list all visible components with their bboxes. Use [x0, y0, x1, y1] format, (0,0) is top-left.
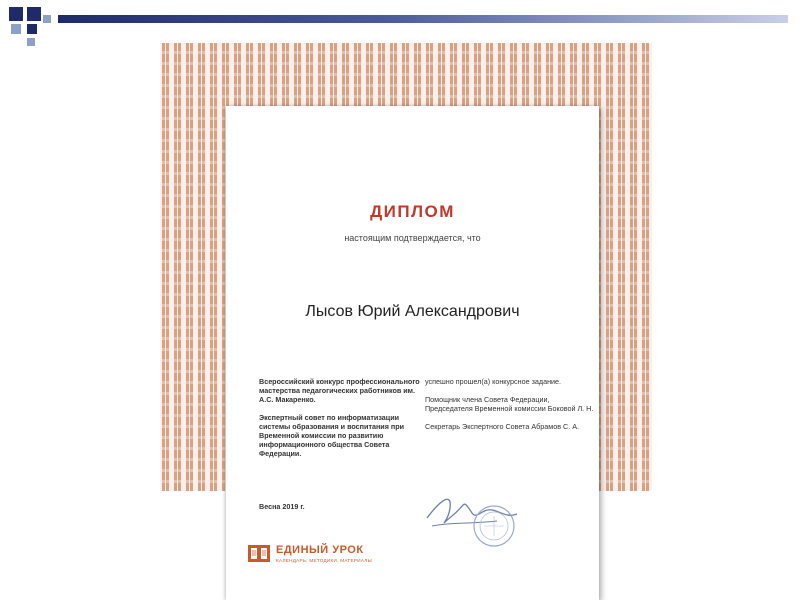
season-date: Весна 2019 г. — [259, 502, 305, 511]
logo-tagline: КАЛЕНДАРЬ, МЕТОДИКИ, МАТЕРИАЛЫ — [276, 558, 372, 563]
title-rule — [58, 15, 788, 23]
logo-name: ЕДИНЫЙ УРОК — [276, 544, 364, 556]
edinyi-urok-logo — [248, 543, 408, 567]
contest-description — [259, 377, 424, 467]
signature-stamp-icon — [422, 478, 542, 548]
certificate-subtitle: настоящим подтверждается, что — [344, 233, 481, 243]
open-book-icon — [248, 545, 270, 562]
completion-text: успешно прошел(а) конкурсное задание. — [425, 377, 562, 386]
signatory-secretary: Секретарь Экспертного Совета Абрамов С. А. — [425, 422, 579, 431]
contest-name: Всероссийский конкурс профессионального мастерства педагогических работников им. А.С. Макаренко. — [259, 377, 420, 404]
signatory-assistant: Помощник члена Совета Федерации, Председателя Временной комиссии Боковой Л. Н. — [425, 395, 594, 413]
recipient-name: Лысов Юрий Александрович — [305, 303, 520, 320]
certificate-sheet — [226, 106, 599, 600]
certificate-title: ДИПЛОМ — [370, 202, 455, 221]
expert-council: Экспертный совет по информатизации системы образования и воспитания при Временной комиссии по развитию информационного общества Совета Федерации. — [259, 413, 405, 458]
signatories — [425, 377, 595, 440]
